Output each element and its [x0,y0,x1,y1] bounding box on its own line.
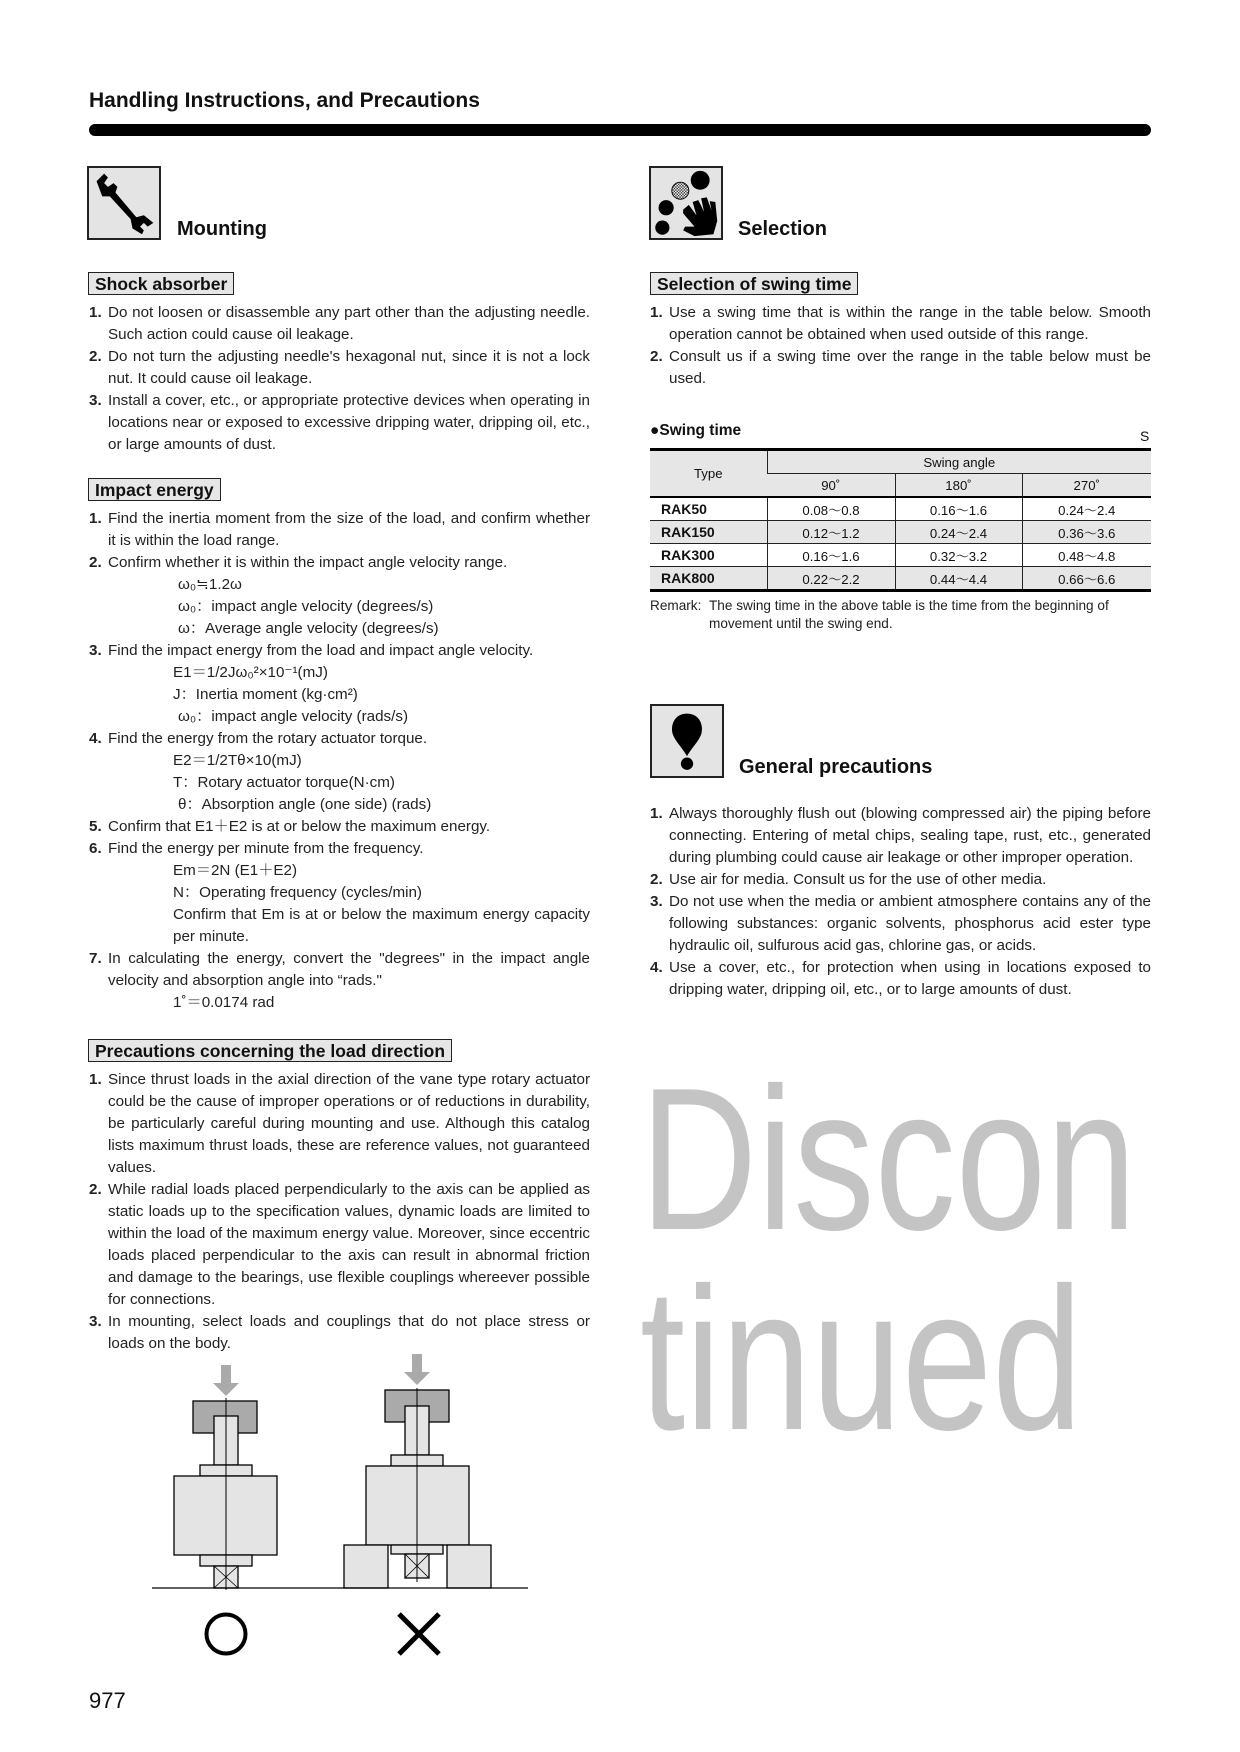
item-text: In calculating the energy, convert the "degrees" in the impact angle velocity and absorption angle into “rads." [108,950,590,989]
cell-type: RAK800 [650,567,767,591]
list-item [650,957,1151,1001]
item-text: Since thrust loads in the axial direction of the vane type rotary actuator could be the cause of improper operations or of reductions in durability, be particularly careful during mounting and use. Although this catalog lists maximum thrust loads, these are reference values, not guaranteed values. [108,1071,590,1176]
item-number: 4. [89,730,102,747]
table-row [650,521,1151,544]
item-text: Use air for media. Consult us for the use of other media. [669,871,1047,888]
incorrect-mounting-figure [344,1354,491,1654]
ok-symbol [207,1615,246,1654]
table-row [650,497,1151,521]
item-text: Confirm whether it is within the impact angle velocity range. [108,554,508,571]
formula-line: ω₀：impact angle velocity (rads/s) [178,708,409,725]
category-mounting: Mounting [177,218,267,240]
column-header-angle: 90˚ [767,474,895,498]
cell-swing-time: 0.66～6.6 [1022,567,1151,591]
item-text: Do not use when the media or ambient atmosphere contains any of the following substances: organic solvents, phosphorus acid ester type hydraulic oil, sulfurous acid gas, chlorine gas, or acids. [669,893,1151,954]
column-header-angle: 180˚ [895,474,1022,498]
item-number: 1. [89,510,102,527]
general-precautions-list [650,803,1151,1001]
list-item [650,891,1151,957]
formula-line: N：Operating frequency (cycles/min) [173,884,422,901]
formula-line: J：Inertia moment (kg·cm²) [173,686,358,703]
list-item [650,302,1151,346]
cell-swing-time: 0.44～4.4 [895,567,1022,591]
cell-type: RAK300 [650,544,767,567]
formula-line: T：Rotary actuator torque(N·cm) [173,774,395,791]
item-text: Confirm that E1＋E2 is at or below the maximum energy. [108,818,491,835]
page-number: 977 [89,1688,126,1713]
remark-text: movement until the swing end. [709,616,893,631]
heading-impact-energy: Impact energy [88,478,221,501]
item-number: 4. [650,959,663,976]
item-text: Find the energy from the rotary actuator torque. [108,730,428,747]
item-number: 3. [89,642,102,659]
selection-hand-icon [649,166,723,240]
cell-swing-time: 0.36～3.6 [1022,521,1151,544]
item-number: 1. [89,1071,102,1088]
item-number: 1. [89,304,102,321]
item-text: Consult us if a swing time over the range in the table below must be used. [669,348,1151,387]
heading-load-direction: Precautions concerning the load direction [88,1039,452,1062]
load-direction-diagram [0,0,620,1700]
item-text: Find the inertia moment from the size of the load, and confirm whether it is within the load range. [108,510,590,549]
swing-time-table-label: ●Swing time [650,422,742,439]
heading-swing-time-selection: Selection of swing time [650,272,858,295]
discontinued-watermark: Discontinued [640,1046,1137,1473]
formula-line: ω：Average angle velocity (degrees/s) [178,620,439,637]
cell-type: RAK50 [650,497,767,521]
cell-swing-time: 0.32～3.2 [895,544,1022,567]
item-text: Find the impact energy from the load and impact angle velocity. [108,642,534,659]
formula-line: 1˚＝0.0174 rad [173,994,275,1011]
swing-time-list [650,302,1151,390]
cell-swing-time: 0.48～4.8 [1022,544,1151,567]
formula-line: θ：Absorption angle (one side) (rads) [178,796,432,813]
cell-swing-time: 0.08～0.8 [767,497,895,521]
remark-label: Remark: [650,598,702,613]
cell-swing-time: 0.24～2.4 [1022,497,1151,521]
item-number: 5. [89,818,102,835]
formula-line: Em＝2N (E1＋E2) [173,862,298,879]
list-item [650,346,1151,390]
item-text: Find the energy per minute from the frequency. [108,840,424,857]
category-general-precautions: General precautions [739,756,933,778]
item-number: 2. [89,1181,102,1198]
item-text: Install a cover, etc., or appropriate protective devices when operating in locations near or exposed to excessive dripping water, dripping oil, etc., or large amounts of dust. [108,392,590,453]
item-number: 2. [89,348,102,365]
table-remark [650,597,1155,633]
item-text: Do not loosen or disassemble any part other than the adjusting needle. Such action could cause oil leakage. [108,304,590,343]
item-text: Use a cover, etc., for protection when using in locations exposed to dripping water, dripping oil, etc., or to large amounts of dust. [669,959,1151,998]
item-number: 3. [89,392,102,409]
item-text: While radial loads placed perpendicularly to the axis can be applied as static loads up to the specification values, dynamic loads are limited to within the load of the maximum energy value. Moreover, since eccentric loads placed perpendicular to the axis can result in abnormal friction and damage to the bearings, use flexible couplings whereever possible for connections. [108,1181,590,1308]
formula-line: E1＝1/2Jω₀²×10⁻¹(mJ) [173,664,328,681]
item-number: 3. [89,1313,102,1330]
item-number: 2. [650,348,663,365]
cell-type: RAK150 [650,521,767,544]
item-text: In mounting, select loads and couplings that do not place stress or loads on the body. [108,1313,590,1352]
cell-swing-time: 0.16～1.6 [767,544,895,567]
item-number: 1. [650,304,663,321]
table-row [650,567,1151,591]
cell-swing-time: 0.12～1.2 [767,521,895,544]
column-header-angle: 270˚ [1022,474,1151,498]
correct-mounting-figure [174,1365,277,1654]
formula-line: E2＝1/2Tθ×10(mJ) [173,752,302,769]
formula-line: ω₀：impact angle velocity (degrees/s) [178,598,434,615]
item-number: 3. [650,893,663,910]
load-arrow-icon [404,1354,430,1385]
formula-line: Confirm that Em is at or below the maximum energy capacity per minute. [173,906,590,945]
column-header-type: Type [650,450,767,498]
item-number: 2. [650,871,663,888]
exclamation-icon [650,704,724,778]
item-text: Always thoroughly flush out (blowing compressed air) the piping before connecting. Entering of metal chips, sealing tape, rust, etc., generated during plumbing could cause air leakage or other improper operation. [669,805,1151,866]
table-row [650,544,1151,567]
item-number: 2. [89,554,102,571]
swing-time-unit: S [1140,428,1150,444]
item-text: Do not turn the adjusting needle's hexagonal nut, since it is not a lock nut. It could cause oil leakage. [108,348,590,387]
remark-text: The swing time in the above table is the time from the beginning of [709,598,1109,613]
item-number: 1. [650,805,663,822]
swing-time-table [650,448,1151,592]
list-item [650,869,1151,891]
cell-swing-time: 0.16～1.6 [895,497,1022,521]
item-number: 6. [89,840,102,857]
load-arrow-icon [213,1365,239,1396]
list-item [650,803,1151,869]
cell-swing-time: 0.22～2.2 [767,567,895,591]
heading-shock-absorber: Shock absorber [88,272,234,295]
item-text: Use a swing time that is within the range in the table below. Smooth operation cannot be obtained when used outside of this range. [669,304,1151,343]
category-selection: Selection [738,218,827,240]
column-header-swing-angle: Swing angle [767,450,1151,474]
ng-symbol [399,1614,439,1654]
item-number: 7. [89,950,102,967]
page-title: Handling Instructions, and Precautions [89,89,480,112]
cell-swing-time: 0.24～2.4 [895,521,1022,544]
formula-line: ω₀≒1.2ω [178,576,242,593]
